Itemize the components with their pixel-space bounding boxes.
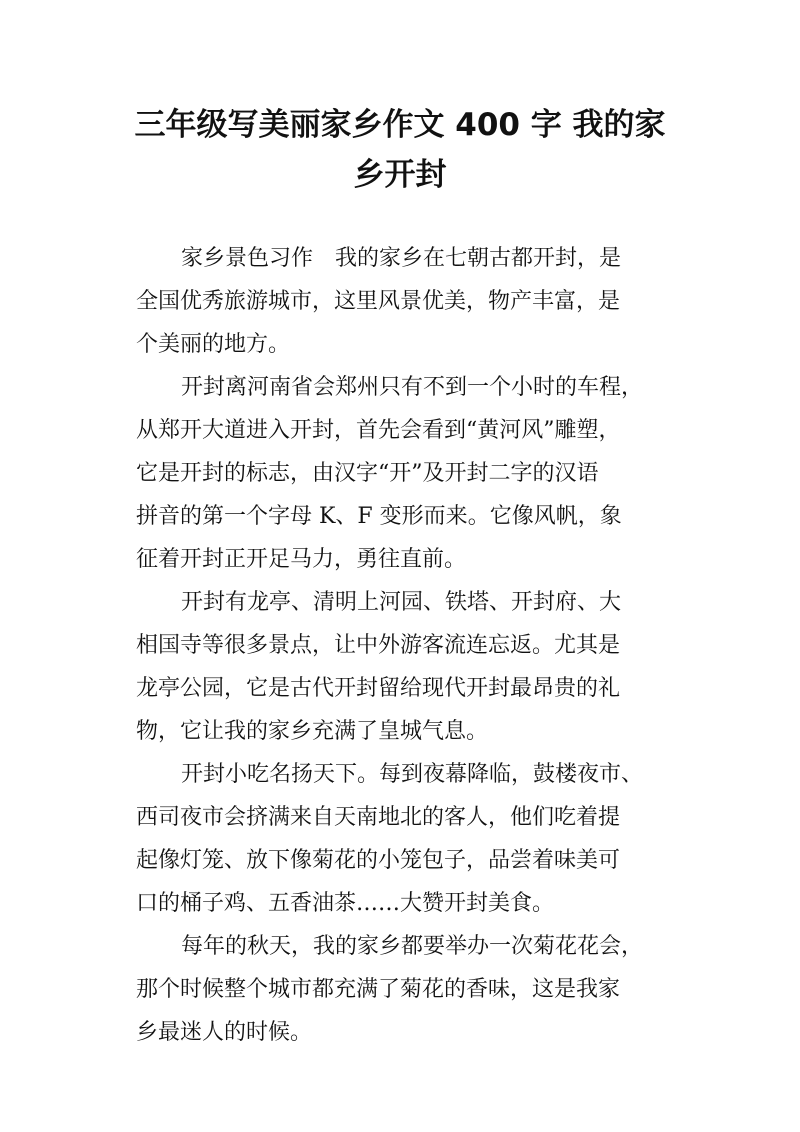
paragraph-line: 家乡景色习作 我的家乡在七朝古都开封，是 [181,246,622,271]
paragraph-4 [136,753,676,925]
paragraph-line: 开封有龙亭、清明上河园、铁塔、开封府、大 [181,590,622,615]
paragraph-line: 征着开封正开足马力，勇往直前。 [136,547,467,572]
paragraph-line: 拼音的第一个字母 K、F 变形而来。它像风帆，象 [136,504,622,529]
paragraph-line: 全国优秀旅游城市，这里风景优美，物产丰富，是 [136,289,621,314]
paragraph-line: 从郑开大道进入开封，首先会看到“黄河风”雕塑， [136,418,621,443]
paragraph-line: 龙亭公园，它是古代开封留给现代开封最昂贵的礼 [136,676,621,701]
paragraph-2 [136,366,676,581]
paragraph-line: 相国寺等很多景点，让中外游客流连忘返。尤其是 [136,633,621,658]
paragraph-line: 西司夜市会挤满来自天南地北的客人，他们吃着提 [136,805,621,830]
paragraph-line: 那个时候整个城市都充满了菊花的香味，这是我家 [136,977,621,1002]
document-body [136,237,676,1054]
paragraph-line: 它是开封的标志，由汉字“开”及开封二字的汉语 [136,461,599,486]
paragraph-line: 开封小吃名扬天下。每到夜幕降临，鼓楼夜市、 [181,762,644,787]
title-line-1: 三年级写美丽家乡作文 400 字 我的家 [134,107,666,143]
paragraph-3 [136,581,676,753]
paragraph-line: 物，它让我的家乡充满了皇城气息。 [136,719,489,744]
paragraph-line: 口的桶子鸡、五香油茶……大赞开封美食。 [136,891,555,916]
paragraph-1 [136,237,676,366]
paragraph-line: 起像灯笼、放下像菊花的小笼包子，品尝着味美可 [136,848,621,873]
paragraph-5 [136,925,676,1054]
paragraph-line: 开封离河南省会郑州只有不到一个小时的车程， [181,375,644,400]
title-line-2: 乡开封 [353,157,447,193]
document-title [120,100,680,200]
paragraph-line: 个美丽的地方。 [136,332,291,357]
paragraph-line: 每年的秋天，我的家乡都要举办一次菊花花会， [181,934,644,959]
paragraph-line: 乡最迷人的时候。 [136,1020,313,1045]
